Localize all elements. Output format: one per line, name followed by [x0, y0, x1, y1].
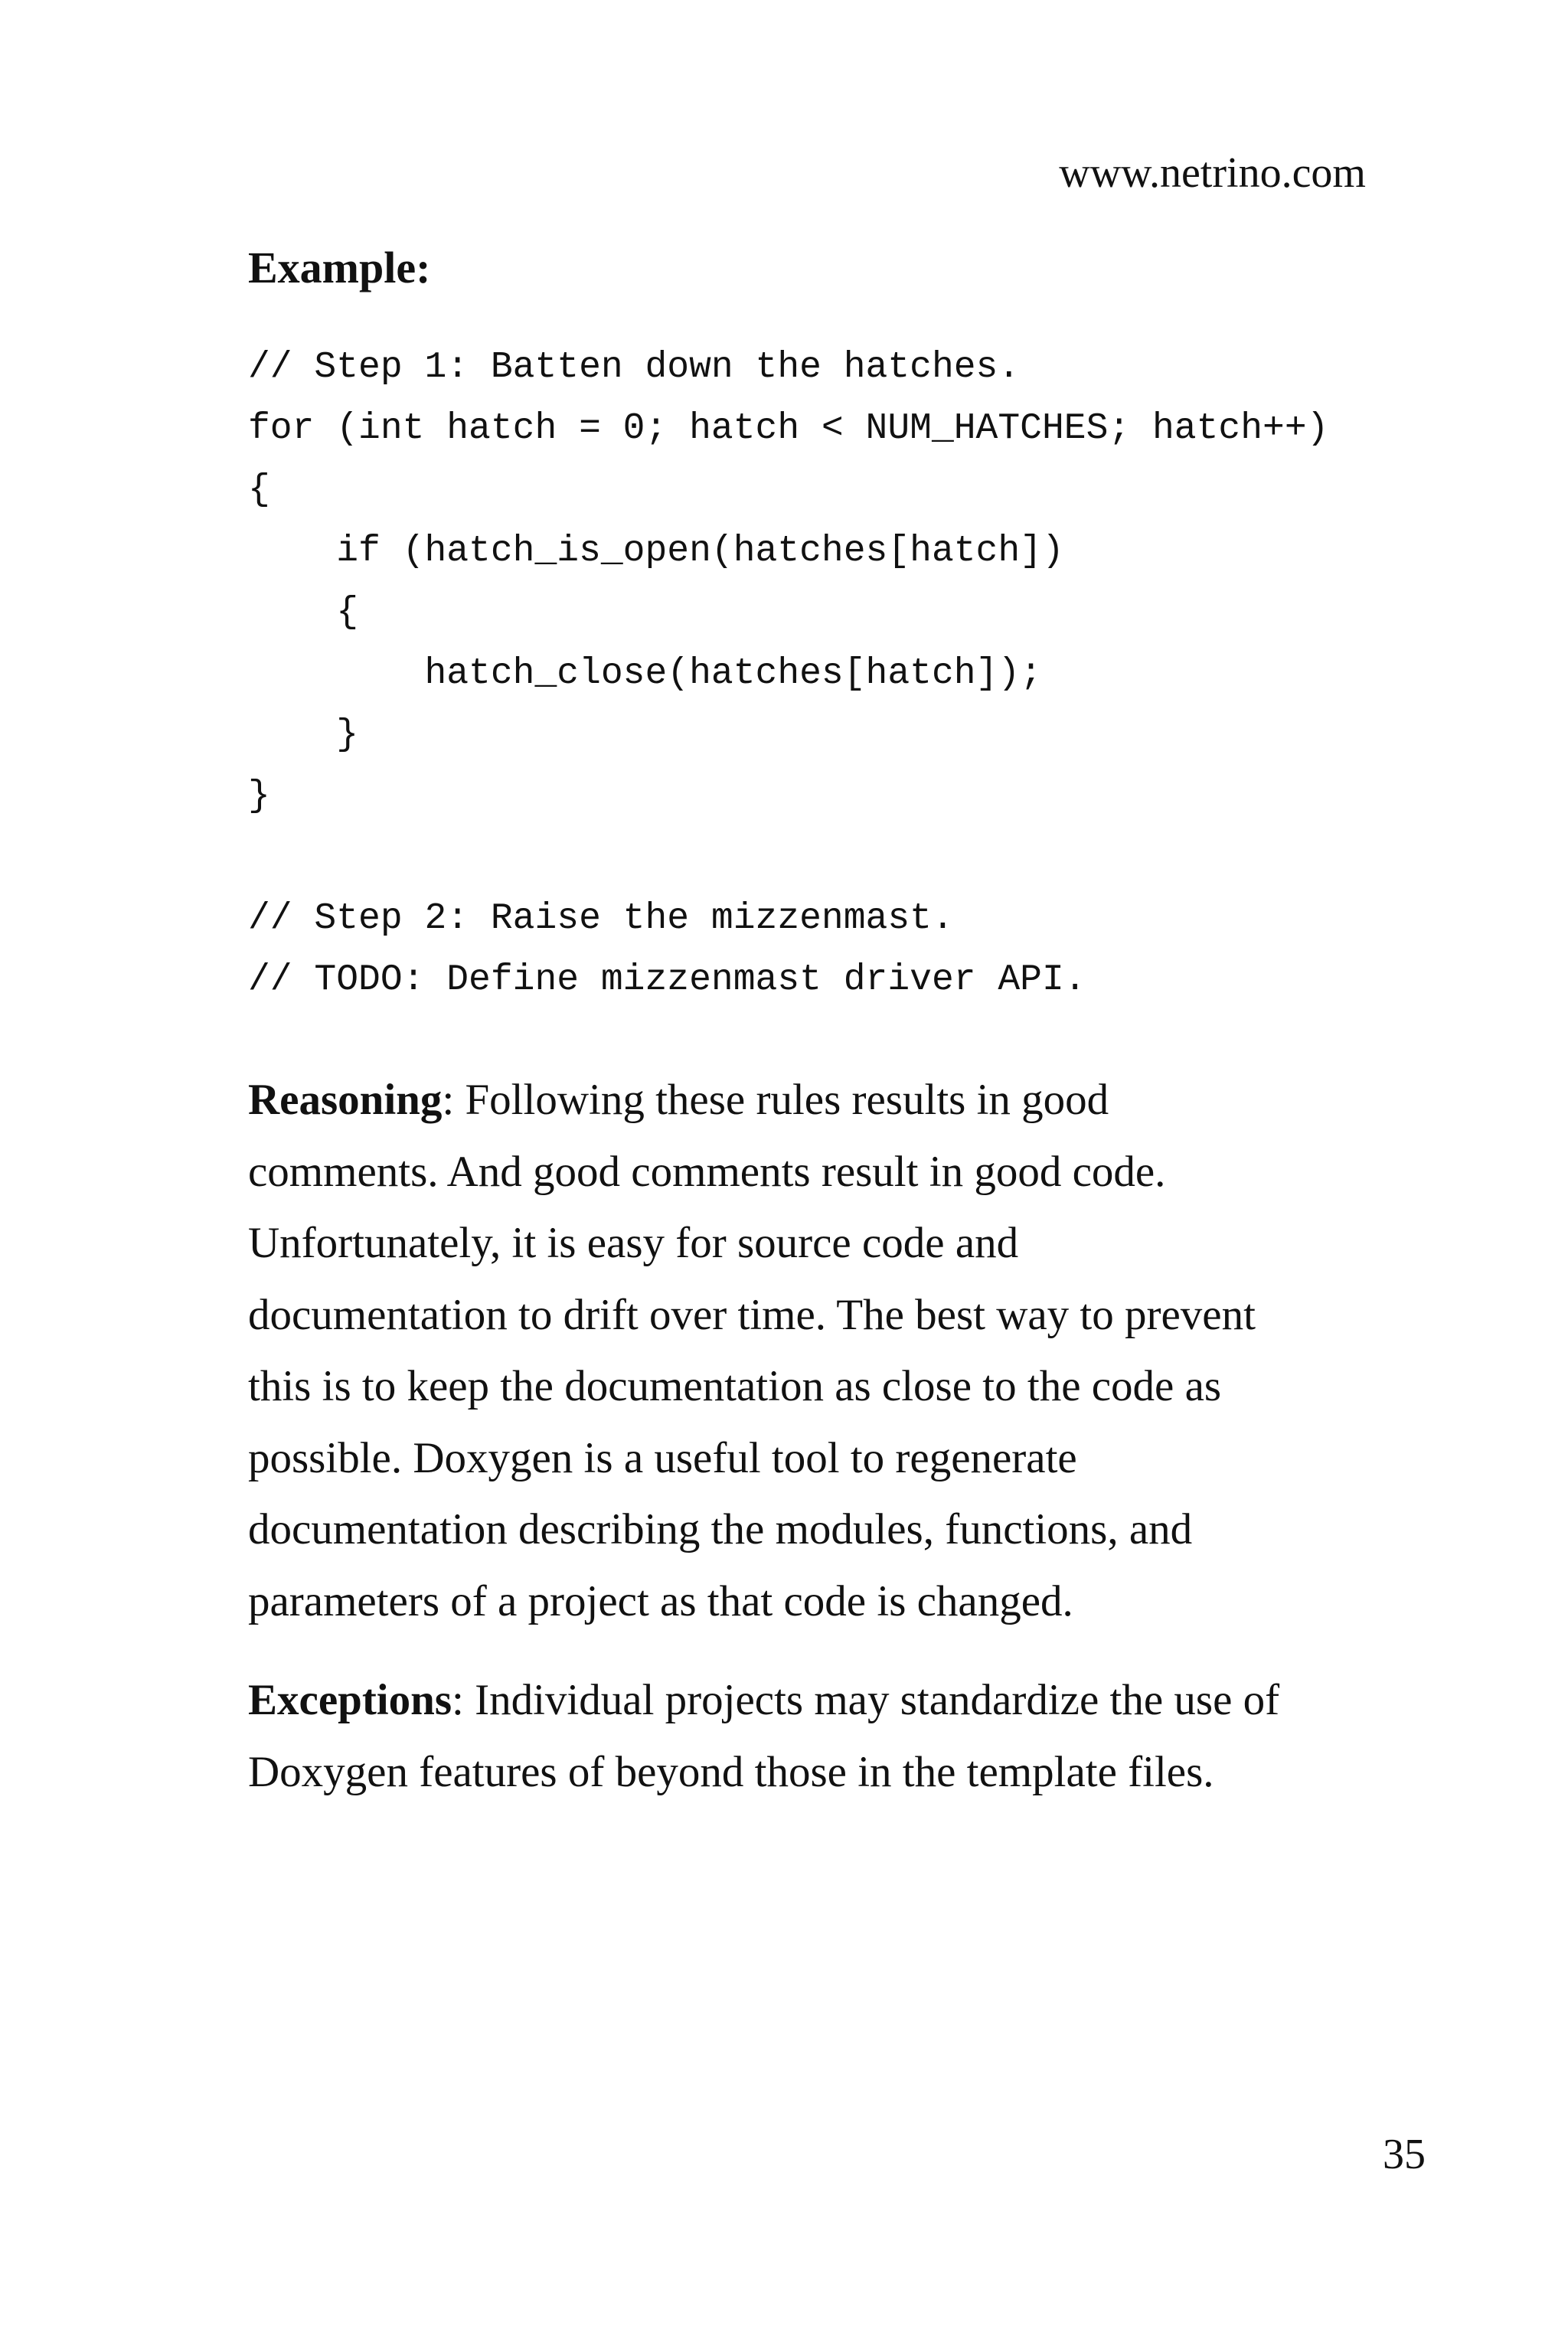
paragraph-line: parameters of a project as that code is changed.: [248, 1576, 1073, 1625]
paragraph-line: possible. Doxygen is a useful tool to regenerate: [248, 1433, 1077, 1482]
exceptions-paragraph: [248, 1664, 1412, 1808]
paragraph-line: Unfortunately, it is easy for source code and: [248, 1219, 1019, 1267]
paragraph-line: this is to keep the documentation as close to the code as: [248, 1362, 1222, 1410]
exceptions-term: Exceptions: [248, 1676, 452, 1724]
header-url: www.netrino.com: [1059, 149, 1366, 197]
code-line: hatch_close(hatches[hatch]);: [248, 653, 1042, 694]
code-example: [248, 337, 1328, 1011]
code-line: for (int hatch = 0; hatch < NUM_HATCHES; hatch++): [248, 408, 1329, 449]
example-heading: Example:: [248, 243, 431, 292]
paragraph-text: : Individual projects may standardize the use of: [452, 1676, 1280, 1724]
code-line: // Step 2: Raise the mizzenmast.: [248, 898, 954, 939]
code-line: // Step 1: Batten down the hatches.: [248, 347, 1021, 388]
reasoning-paragraph: [248, 1064, 1412, 1637]
paragraph-text: : Following these rules results in good: [442, 1076, 1109, 1124]
code-line: }: [248, 714, 359, 756]
code-line-blank: [248, 827, 1328, 888]
paragraph-line: documentation describing the modules, functions, and: [248, 1505, 1193, 1553]
paragraph-line: comments. And good comments result in good code.: [248, 1147, 1166, 1196]
page-number: 35: [1383, 2131, 1426, 2178]
paragraph-line: [248, 1664, 1412, 1736]
reasoning-term: Reasoning: [248, 1076, 443, 1124]
code-line: {: [248, 469, 270, 511]
code-line: }: [248, 776, 270, 817]
paragraph-line: [248, 1064, 1412, 1136]
code-line: // TODO: Define mizzenmast driver API.: [248, 959, 1086, 1001]
code-line: {: [248, 592, 359, 633]
paragraph-line: documentation to drift over time. The best way to prevent: [248, 1290, 1256, 1339]
paragraph-line: Doxygen features of beyond those in the template files.: [248, 1747, 1214, 1796]
code-line: if (hatch_is_open(hatches[hatch]): [248, 531, 1064, 572]
